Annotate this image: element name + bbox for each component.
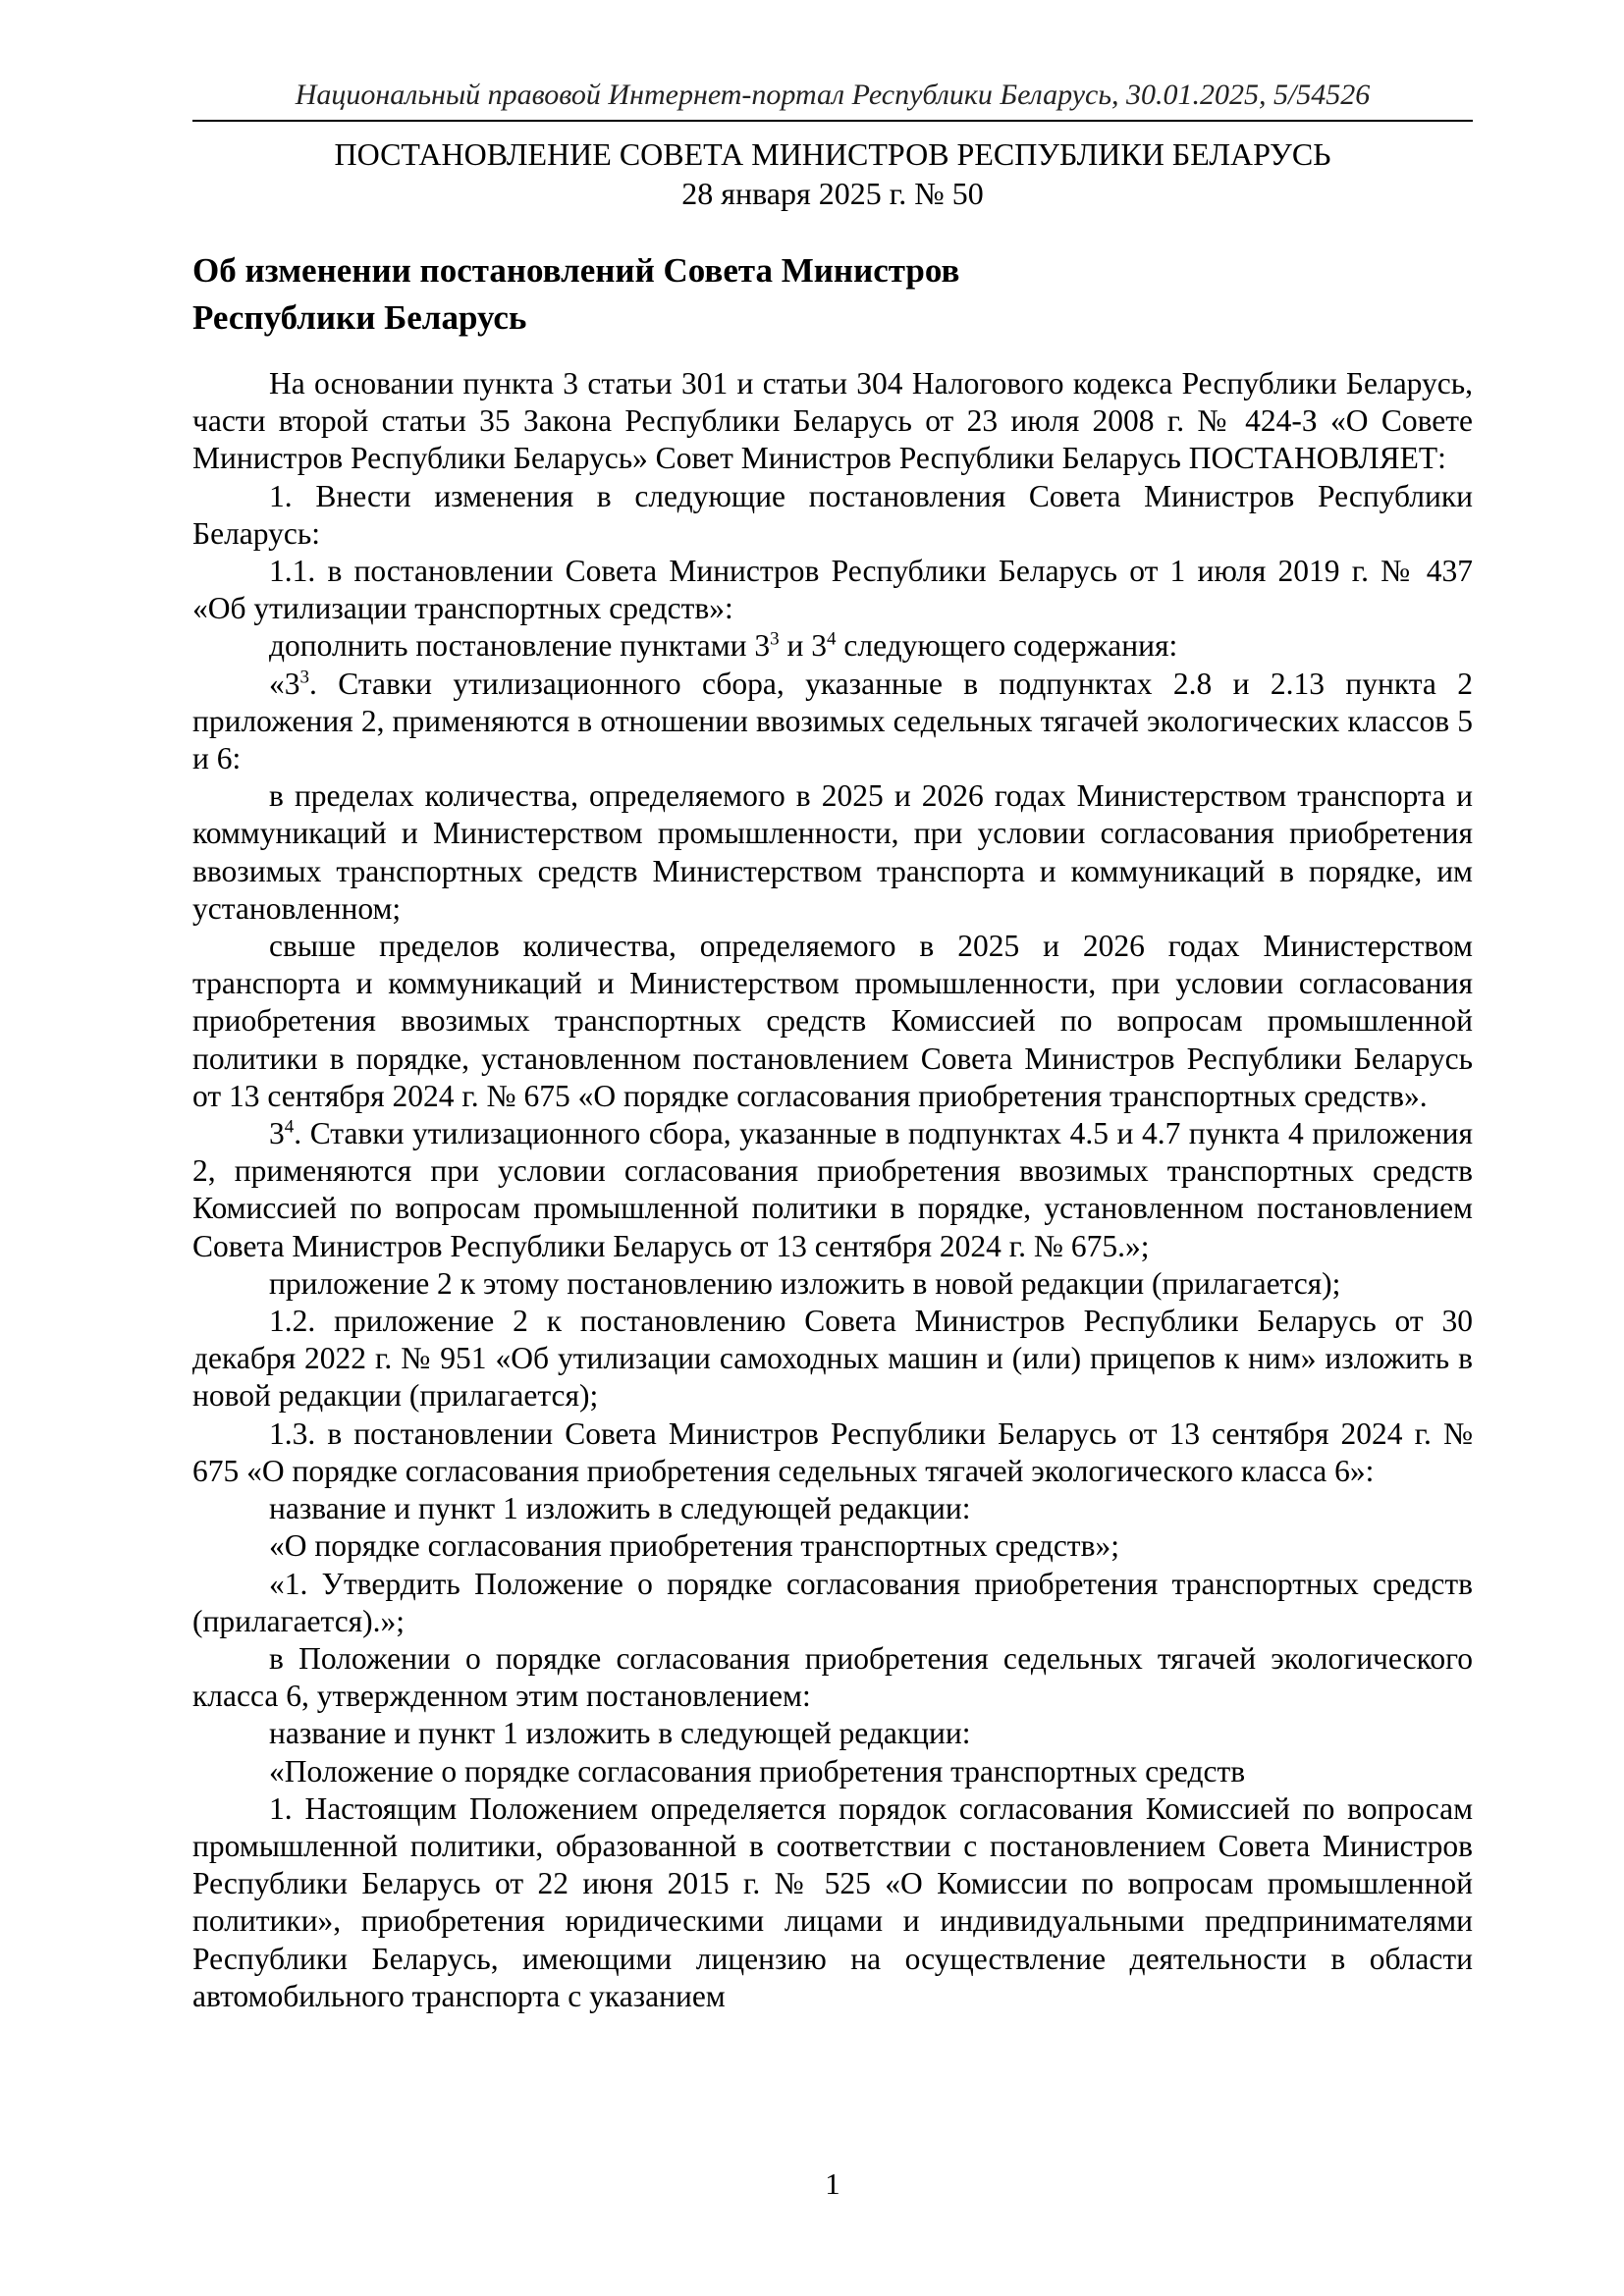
paragraph: свыше пределов количества, определяемого в 2025 и 2026 годах Министерством транспорта и коммуникаций и Министерством промышленности, при условии согласования приобретения ввозимых транспортных средств Комиссией по вопросам промышленной политики в порядке, установленном постановлением Совета Министров Республики Беларусь от 13 сентября 2024 г. № 675 «О порядке согласования приобретения транспортных средств».: [192, 929, 1473, 1113]
paragraph: «Положение о порядке согласования приобретения транспортных средств: [269, 1753, 1246, 1789]
portal-header: Национальный правовой Интернет-портал Республики Беларусь, 30.01.2025, 5/54526: [295, 79, 1371, 111]
superscript: 3: [299, 667, 309, 688]
paragraph: название и пункт 1 изложить в следующей редакции:: [269, 1491, 971, 1526]
paragraph: [192, 666, 1473, 778]
paragraph: 1. Настоящим Положением определяется порядок согласования Комиссией по вопросам промышленной политики, образованной в соответствии с постановлением Совета Министров Республики Беларусь от 22 июня 2015 г. № 525 «О Комиссии по вопросам промышленной политики», приобретения юридическими лицами и индивидуальными предпринимателями Республики Беларусь, имеющими лицензию на осуществление деятельности в области автомобильного транспорта с указанием: [192, 1790, 1473, 2013]
header-divider: [192, 120, 1473, 122]
text-run: . Ставки утилизационного сбора, указанные в подпунктах 2.8 и 2.13 пункта 2 приложения 2, применяются в отношении ввозимых седельных тягачей экологических классов 5 и 6:: [192, 666, 1473, 776]
superscript: 4: [827, 628, 837, 650]
paragraph: 1.2. приложение 2 к постановлению Совета Министров Республики Беларусь от 30 декабря 2022 г. № 951 «Об утилизации самоходных машин и (или) прицепов к ним» изложить в новой редакции (прилагается);: [192, 1304, 1473, 1414]
paragraph: в пределах количества, определяемого в 2025 и 2026 годах Министерством транспорта и коммуникаций и Министерством промышленности, при условии согласования приобретения ввозимых транспортных средств Министерством транспорта и коммуникаций в порядке, им установленном;: [192, 778, 1473, 926]
paragraph: название и пункт 1 изложить в следующей редакции:: [269, 1716, 971, 1751]
paragraph: 1.3. в постановлении Совета Министров Республики Беларусь от 13 сентября 2024 г. № 675 «О порядке согласования приобретения седельных тягачей экологического класса 6»:: [192, 1415, 1473, 1488]
document-title: [192, 247, 1473, 342]
paragraph: На основании пункта 3 статьи 301 и статьи 304 Налогового кодекса Республики Беларусь, части второй статьи 35 Закона Республики Беларусь от 23 июля 2008 г. № 424-З «О Совете Министров Республики Беларусь» Совет Министров Республики Беларусь ПОСТАНОВЛЯЕТ:: [192, 366, 1473, 476]
paragraph: в Положении о порядке согласования приобретения седельных тягачей экологического класса 6, утвержденном этим постановлением:: [192, 1640, 1473, 1714]
text-run: дополнить постановление пунктами 3: [269, 628, 771, 664]
title-line: Республики Беларусь: [192, 298, 527, 337]
document-type: ПОСТАНОВЛЕНИЕ СОВЕТА МИНИСТРОВ РЕСПУБЛИКИ БЕЛАРУСЬ: [334, 136, 1331, 172]
page-number: 1: [825, 2166, 840, 2201]
paragraph: 1.1. в постановлении Совета Министров Республики Беларусь от 1 июля 2019 г. № 437 «Об утилизации транспортных средств»:: [192, 554, 1473, 626]
superscript: 4: [284, 1116, 295, 1138]
document-body: [192, 365, 1473, 2015]
paragraph: 1. Внести изменения в следующие постановления Совета Министров Республики Беларусь:: [192, 478, 1473, 551]
paragraph: «1. Утвердить Положение о порядке согласования приобретения транспортных средств (прилагается).»;: [192, 1566, 1473, 1638]
text-run: 3: [269, 1116, 285, 1151]
text-run: «3: [269, 666, 300, 701]
paragraph: «О порядке согласования приобретения транспортных средств»;: [269, 1528, 1119, 1564]
superscript: 3: [770, 628, 780, 650]
text-run: . Ставки утилизационного сбора, указанные в подпунктах 4.5 и 4.7 пункта 4 приложения 2, применяются при условии согласования приобретения ввозимых транспортных средств Комиссией по вопросам промышленной политики в порядке, установленном постановлением Совета Министров Республики Беларусь от 13 сентября 2024 г. № 675.»;: [192, 1116, 1473, 1263]
paragraph: [192, 627, 1473, 665]
document-date-number: 28 января 2025 г. № 50: [681, 176, 984, 211]
text-run: следующего содержания:: [836, 628, 1178, 664]
text-run: и 3: [779, 628, 828, 664]
paragraph: приложение 2 к этому постановлению изложить в новой редакции (прилагается);: [269, 1265, 1341, 1301]
title-line: Об изменении постановлений Совета Министров: [192, 251, 960, 290]
paragraph: [192, 1115, 1473, 1265]
